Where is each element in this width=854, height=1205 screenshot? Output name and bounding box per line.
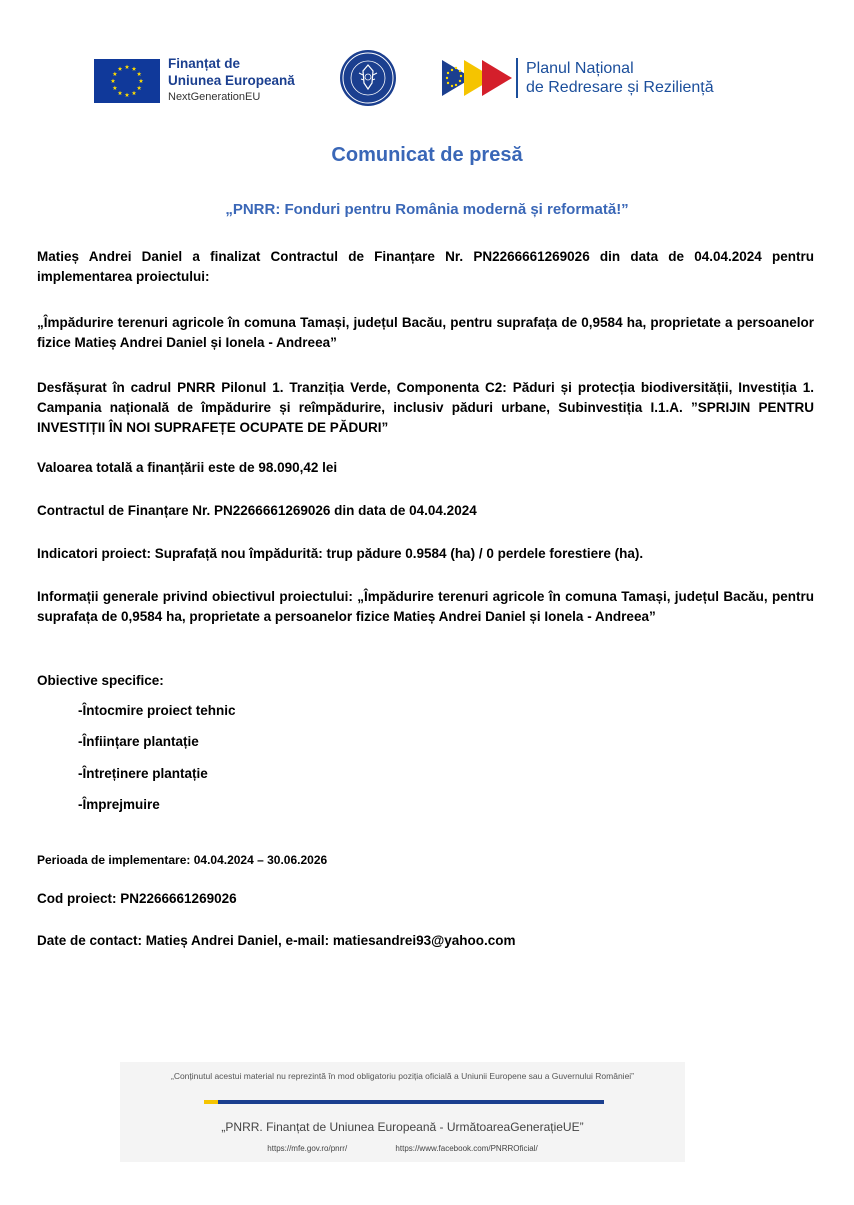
eu-flag-icon (94, 59, 160, 103)
contact-details: Date de contact: Matieș Andrei Daniel, e-mail: matiesandrei93@yahoo.com (37, 933, 516, 948)
page-subtitle: „PNRR: Fonduri pentru România modernă și reformată!” (225, 201, 629, 218)
footer-divider-bar (204, 1100, 604, 1104)
intro-paragraph: Matieș Andrei Daniel a finalizat Contractul de Finanțare Nr. PN2266661269026 din data de 04.04.2024 pentru implementarea proiectului: (37, 249, 814, 284)
eu-logo-line2: Uniunea Europeană (168, 73, 295, 88)
eu-logo-line3: NextGenerationEU (168, 91, 261, 103)
implementation-period: Perioada de implementare: 04.04.2024 – 30.06.2026 (37, 853, 328, 867)
footer-banner (120, 1062, 685, 1162)
objective-item: -Înființare plantație (78, 734, 199, 749)
pnrr-logo-line2: de Redresare și Reziliență (526, 79, 714, 96)
footer-disclaimer: „Conținutul acestui material nu reprezintă în mod obligatoriu poziția oficială a Uniunii Europene sau a Guvernului României” (170, 1071, 635, 1081)
eu-funding-logo (94, 55, 295, 106)
objective-item: -Întocmire proiect tehnic (78, 703, 236, 718)
contract-paragraph: Contractul de Finanțare Nr. PN2266661269026 din data de 04.04.2024 (37, 503, 477, 518)
project-name-paragraph: „Împădurire terenuri agricole în comuna Tamași, județul Bacău, pentru suprafața de 0,9584 ha, proprietate a persoanelor fizice Matieș Andrei Daniel și Ionela - Andreea” (37, 315, 814, 350)
objective-item: -Întreținere plantație (78, 766, 208, 781)
pnrr-mark-icon (442, 58, 512, 98)
project-code: Cod proiect: PN2266661269026 (37, 891, 237, 906)
government-seal-icon (339, 49, 397, 107)
general-info-paragraph: Informații generale privind obiectivul proiectului: „Împădurire terenuri agricole în comuna Tamași, județul Bacău, pentru suprafața de 0,9584 ha, proprietate a persoanelor fizice Matieș Andrei Daniel și Ionela - Andreea” (37, 589, 814, 624)
eu-logo-line1: Finanțat de (168, 56, 241, 71)
objective-item: -Împrejmuire (78, 797, 160, 812)
total-value-paragraph: Valoarea totală a finanțării este de 98.090,42 lei (37, 460, 338, 475)
pnrr-logo-line1: Planul Național (526, 60, 634, 77)
page-title: Comunicat de presă (331, 144, 523, 166)
footer-divider-accent (204, 1100, 218, 1104)
framework-paragraph: Desfășurat în cadrul PNRR Pilonul 1. Tranziția Verde, Componenta C2: Păduri și protecția biodiversității, Investiția 1. Campania națională de împădurire și reîmpădurire, inclusiv păduri urbane, Subinvestiția I.1.A. ”SPRIJIN PENTRU INVESTIȚII ÎN NOI SUPRAFEȚE OCUPATE DE PĂDURI” (37, 380, 814, 435)
indicators-paragraph: Indicatori proiect: Suprafață nou împădurită: trup pădure 0.9584 (ha) / 0 perdele forestiere (ha). (37, 546, 644, 561)
footer-link-facebook[interactable]: https://www.facebook.com/PNRROficial/ (395, 1144, 538, 1153)
footer-link-mfe[interactable]: https://mfe.gov.ro/pnrr/ (267, 1144, 348, 1153)
footer-main-text: „PNRR. Finanțat de Uniunea Europeană - UrmătoareaGenerațieUE” (221, 1120, 584, 1134)
pnrr-logo (442, 58, 714, 98)
pnrr-logo-divider (516, 58, 518, 98)
objectives-heading: Obiective specifice: (37, 673, 164, 688)
